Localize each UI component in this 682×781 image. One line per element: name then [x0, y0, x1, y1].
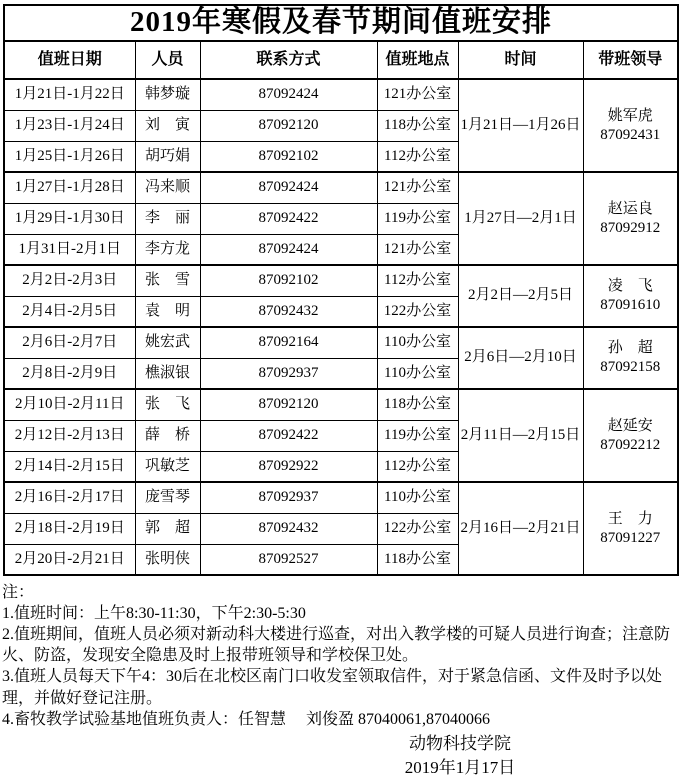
duty-date-cell: 1月31日-2月1日 — [4, 234, 135, 265]
person-cell: 郭 超 — [135, 513, 200, 544]
leader-cell — [583, 482, 678, 575]
leader-name: 赵延安 — [607, 417, 653, 434]
duty-schedule-table — [3, 4, 679, 576]
person-cell: 张 飞 — [135, 389, 200, 420]
location-cell: 122办公室 — [377, 296, 458, 327]
duty-row — [4, 172, 678, 203]
duty-schedule-sheet — [0, 4, 682, 778]
location-cell: 110办公室 — [377, 358, 458, 389]
leader-phone: 87092912 — [600, 219, 661, 236]
table-header-row — [4, 41, 678, 79]
contact-cell: 87092424 — [200, 234, 377, 265]
contact-cell: 87092432 — [200, 513, 377, 544]
location-cell: 121办公室 — [377, 79, 458, 110]
duty-date-cell: 1月27日-1月28日 — [4, 172, 135, 203]
leader-cell — [583, 327, 678, 389]
leader-phone: 87092431 — [600, 126, 661, 143]
contact-cell: 87092164 — [200, 327, 377, 358]
signature-org: 动物科技学院 — [409, 733, 511, 753]
person-cell: 樵淑银 — [135, 358, 200, 389]
person-cell: 张明侠 — [135, 544, 200, 575]
duty-row — [4, 482, 678, 513]
signature-block — [345, 732, 575, 781]
note-line-3: 3.值班人员每天下午4：30后在北校区南门口收发室领取信件，对于紧急信函、文件及时予以处理，并做好登记注册。 — [2, 668, 663, 707]
person-cell: 薛 桥 — [135, 420, 200, 451]
period-cell: 1月21日—1月26日 — [458, 79, 583, 172]
period-cell: 2月6日—2月10日 — [458, 327, 583, 389]
leader-phone: 87092212 — [600, 436, 661, 453]
person-cell: 庞雪琴 — [135, 482, 200, 513]
duty-date-cell: 1月23日-1月24日 — [4, 110, 135, 141]
duty-date-cell: 2月10日-2月11日 — [4, 389, 135, 420]
person-cell: 巩敏芝 — [135, 451, 200, 482]
location-cell: 110办公室 — [377, 327, 458, 358]
note-line-0: 注： — [2, 584, 35, 601]
table-body — [4, 79, 678, 575]
contact-cell: 87092937 — [200, 482, 377, 513]
location-cell: 122办公室 — [377, 513, 458, 544]
duty-date-cell: 2月20日-2月21日 — [4, 544, 135, 575]
location-cell: 112办公室 — [377, 141, 458, 172]
location-cell: 119办公室 — [377, 420, 458, 451]
period-cell: 2月11日—2月15日 — [458, 389, 583, 482]
location-cell: 112办公室 — [377, 265, 458, 296]
table-title-row — [4, 5, 678, 41]
note-line-4: 4.畜牧教学试验基地值班负责人：任智慧 刘俊盈 87040061,87040066 — [2, 710, 491, 728]
contact-cell: 87092120 — [200, 389, 377, 420]
contact-cell: 87092432 — [200, 296, 377, 327]
duty-date-cell: 1月29日-1月30日 — [4, 203, 135, 234]
column-header-0: 值班日期 — [4, 41, 135, 79]
person-cell: 张 雪 — [135, 265, 200, 296]
leader-phone: 87092158 — [600, 359, 661, 375]
duty-date-cell: 2月18日-2月19日 — [4, 513, 135, 544]
column-header-3: 值班地点 — [377, 41, 458, 79]
period-cell: 2月16日—2月21日 — [458, 482, 583, 575]
duty-date-cell: 2月8日-2月9日 — [4, 358, 135, 389]
signature-date: 2019年1月17日 — [404, 758, 516, 778]
note-line-2: 2.值班期间，值班人员必须对新动科大楼进行巡查，对出入教学楼的可疑人员进行询查；注意防火、防盗，发现安全隐患及时上报带班领导和学校保卫处。 — [2, 626, 671, 665]
duty-date-cell: 2月4日-2月5日 — [4, 296, 135, 327]
contact-cell: 87092120 — [200, 110, 377, 141]
duty-row — [4, 389, 678, 420]
leader-name: 姚军虎 — [607, 107, 653, 124]
column-header-2: 联系方式 — [200, 41, 377, 79]
notes-section — [2, 582, 680, 730]
location-cell: 121办公室 — [377, 234, 458, 265]
duty-date-cell: 2月16日-2月17日 — [4, 482, 135, 513]
leader-cell — [583, 172, 678, 265]
location-cell: 118办公室 — [377, 389, 458, 420]
location-cell: 118办公室 — [377, 544, 458, 575]
location-cell: 112办公室 — [377, 451, 458, 482]
column-header-5: 带班领导 — [583, 41, 678, 79]
leader-cell — [583, 389, 678, 482]
person-cell: 韩梦璇 — [135, 79, 200, 110]
location-cell: 118办公室 — [377, 110, 458, 141]
contact-cell: 87092937 — [200, 358, 377, 389]
leader-cell — [583, 79, 678, 172]
contact-cell: 87092422 — [200, 420, 377, 451]
duty-date-cell: 1月25日-1月26日 — [4, 141, 135, 172]
duty-row — [4, 79, 678, 110]
leader-name: 赵运良 — [607, 200, 653, 217]
duty-date-cell: 2月6日-2月7日 — [4, 327, 135, 358]
contact-cell: 87092102 — [200, 141, 377, 172]
leader-name: 凌 飞 — [607, 278, 653, 295]
leader-phone: 87091227 — [600, 529, 661, 546]
duty-row — [4, 327, 678, 358]
leader-cell — [583, 265, 678, 327]
person-cell: 姚宏武 — [135, 327, 200, 358]
page-title: 2019年寒假及春节期间值班安排 — [4, 5, 678, 41]
person-cell: 李方龙 — [135, 234, 200, 265]
duty-row — [4, 265, 678, 296]
location-cell: 119办公室 — [377, 203, 458, 234]
note-line-1: 1.值班时间：上午8:30-11:30，下午2:30-5:30 — [2, 605, 306, 623]
contact-cell: 87092102 — [200, 265, 377, 296]
person-cell: 李 丽 — [135, 203, 200, 234]
leader-phone: 87091610 — [600, 297, 661, 313]
contact-cell: 87092922 — [200, 451, 377, 482]
leader-name: 孙 超 — [607, 340, 653, 357]
column-header-4: 时间 — [458, 41, 583, 79]
leader-name: 王 力 — [607, 510, 653, 527]
location-cell: 110办公室 — [377, 482, 458, 513]
duty-date-cell: 2月14日-2月15日 — [4, 451, 135, 482]
duty-date-cell: 2月12日-2月13日 — [4, 420, 135, 451]
person-cell: 冯来顺 — [135, 172, 200, 203]
period-cell: 2月2日—2月5日 — [458, 265, 583, 327]
column-header-1: 人员 — [135, 41, 200, 79]
duty-date-cell: 1月21日-1月22日 — [4, 79, 135, 110]
location-cell: 121办公室 — [377, 172, 458, 203]
person-cell: 袁 明 — [135, 296, 200, 327]
person-cell: 刘 寅 — [135, 110, 200, 141]
contact-cell: 87092424 — [200, 79, 377, 110]
contact-cell: 87092422 — [200, 203, 377, 234]
period-cell: 1月27日—2月1日 — [458, 172, 583, 265]
contact-cell: 87092527 — [200, 544, 377, 575]
duty-date-cell: 2月2日-2月3日 — [4, 265, 135, 296]
person-cell: 胡巧娟 — [135, 141, 200, 172]
contact-cell: 87092424 — [200, 172, 377, 203]
